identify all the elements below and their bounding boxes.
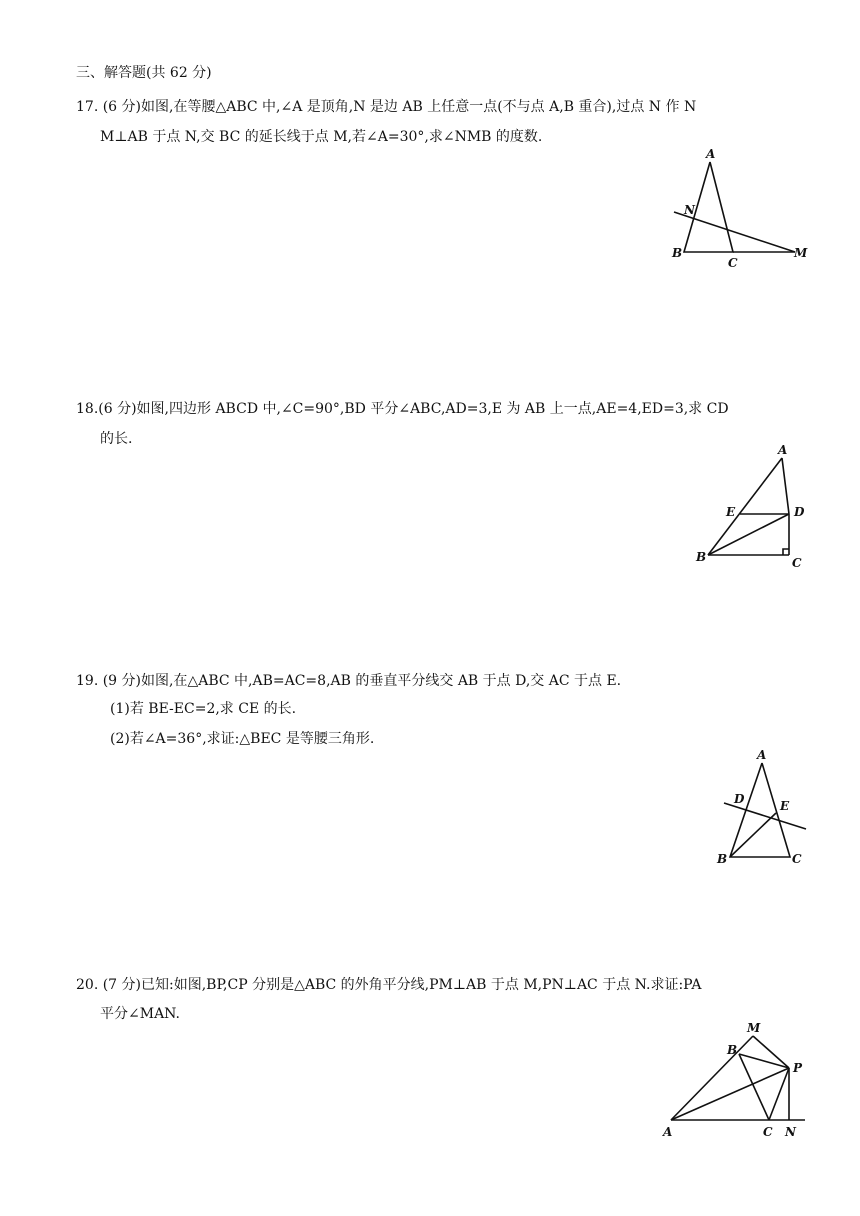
label-a: A bbox=[757, 748, 767, 762]
label-b: B bbox=[717, 852, 728, 866]
line-abm bbox=[671, 1036, 753, 1120]
label-p: P bbox=[793, 1061, 803, 1075]
side-ab bbox=[708, 458, 782, 555]
label-m: M bbox=[794, 246, 808, 260]
segment-bd bbox=[708, 514, 789, 555]
problem-17-line-2: M⊥AB 于点 N,交 BC 的延长线于点 M,若∠A=30°,求∠NMB 的度数. bbox=[100, 129, 543, 145]
label-d: D bbox=[794, 505, 805, 519]
figure-18 bbox=[690, 440, 820, 570]
label-m: M bbox=[747, 1021, 761, 1035]
label-c: C bbox=[763, 1125, 773, 1139]
side-ad bbox=[782, 458, 789, 514]
label-e: E bbox=[780, 799, 790, 813]
label-c: C bbox=[792, 556, 802, 570]
label-a: A bbox=[706, 147, 716, 161]
problem-19-part-2: (2)若∠A=36°,求证:△BEC 是等腰三角形. bbox=[110, 731, 375, 747]
label-a: A bbox=[778, 443, 788, 457]
problem-19-line-1: 19. (9 分)如图,在△ABC 中,AB=AC=8,AB 的垂直平分线交 AB 于点 D,交 AC 于点 E. bbox=[76, 673, 622, 689]
segment-bc bbox=[739, 1054, 769, 1120]
problem-17-line-1: 17. (6 分)如图,在等腰△ABC 中,∠A 是顶角,N 是边 AB 上任意一点(不与点 A,B 重合),过点 N 作 N bbox=[76, 99, 697, 115]
label-b: B bbox=[727, 1043, 738, 1057]
figure-17 bbox=[660, 140, 820, 270]
problem-18-line-2: 的长. bbox=[100, 431, 133, 447]
label-n: N bbox=[785, 1125, 796, 1139]
label-b: B bbox=[672, 246, 683, 260]
label-d: D bbox=[734, 792, 745, 806]
label-a: A bbox=[663, 1125, 673, 1139]
line-nm bbox=[674, 212, 795, 252]
right-angle-mark bbox=[783, 549, 789, 555]
figure-19 bbox=[710, 745, 820, 875]
problem-20-line-2: 平分∠MAN. bbox=[100, 1006, 180, 1022]
problem-18-line-1: 18.(6 分)如图,四边形 ABCD 中,∠C=90°,BD 平分∠ABC,AD=3,E 为 AB 上一点,AE=4,ED=3,求 CD bbox=[76, 401, 729, 417]
figure-20 bbox=[655, 1018, 815, 1148]
label-n: N bbox=[684, 203, 695, 217]
section-heading: 三、解答题(共 62 分) bbox=[76, 65, 212, 81]
label-e: E bbox=[726, 505, 736, 519]
perpendicular-bisector-de bbox=[724, 803, 806, 829]
problem-20-line-1: 20. (7 分)已知:如图,BP,CP 分别是△ABC 的外角平分线,PM⊥AB 于点 M,PN⊥AC 于点 N.求证:PA bbox=[76, 977, 702, 993]
problem-19-part-1: (1)若 BE-EC=2,求 CE 的长. bbox=[110, 701, 297, 717]
label-b: B bbox=[696, 550, 707, 564]
label-c: C bbox=[728, 256, 738, 270]
label-c: C bbox=[792, 852, 802, 866]
